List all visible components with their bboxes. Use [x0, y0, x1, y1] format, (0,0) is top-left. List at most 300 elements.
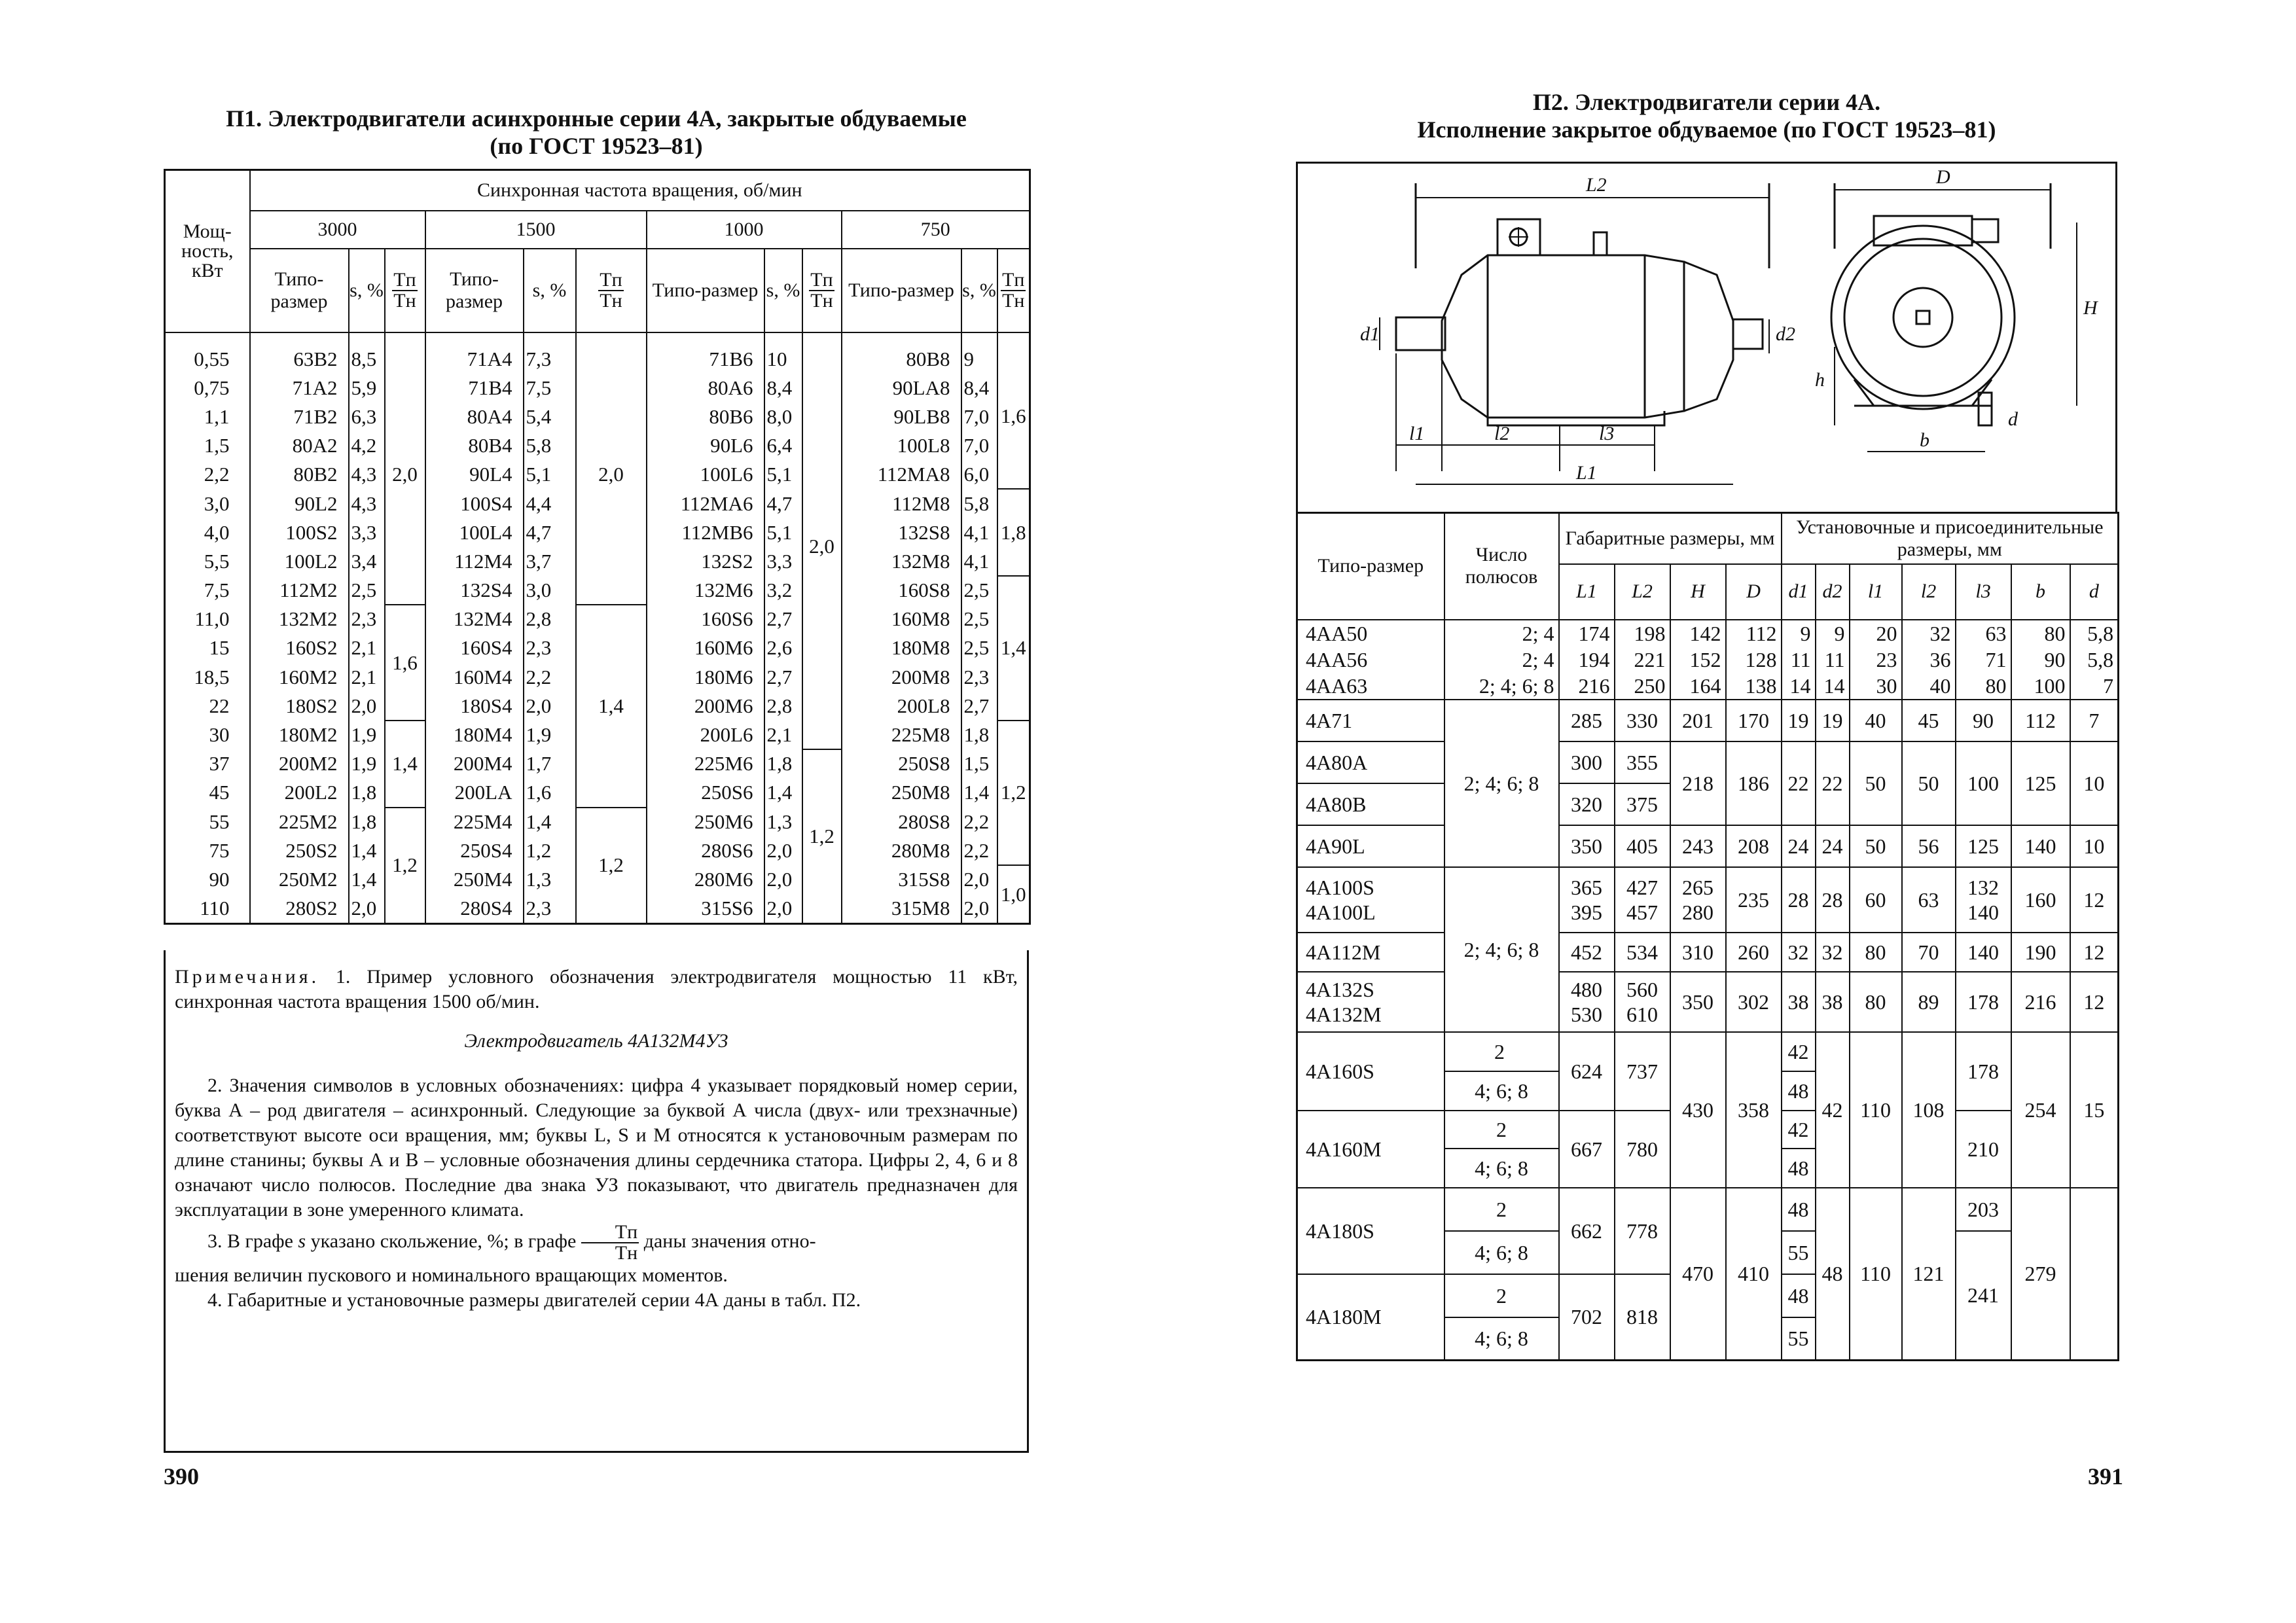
power-value: 2,2 — [165, 460, 250, 489]
value: 5,8 — [2087, 621, 2114, 645]
value: 201 — [1670, 700, 1726, 741]
value: 23 — [1876, 647, 1897, 671]
slip-value: 5,4 — [524, 402, 576, 431]
type-size: 200L6 — [647, 721, 764, 749]
value: 358 — [1726, 1032, 1782, 1188]
cell-l1 — [1850, 620, 1902, 700]
type-size: 200M6 — [647, 692, 764, 721]
cell-l3 — [1956, 867, 2011, 933]
type-size: 100L2 — [250, 547, 349, 576]
value: 22 — [1816, 741, 1850, 825]
type-size: 100S2 — [250, 518, 349, 547]
table-row — [1297, 972, 2119, 1032]
notes-label: Примечания. — [175, 966, 320, 988]
ratio-num: Tп — [1002, 268, 1025, 291]
table-p1-title — [164, 105, 1029, 160]
slip-value: 2,2 — [961, 836, 997, 865]
ratio-num: Tп — [581, 1222, 639, 1243]
value: 178 — [1956, 1032, 2011, 1111]
label-H: H — [2083, 297, 2098, 319]
value: 702 — [1559, 1274, 1615, 1361]
value: 530 — [1571, 1002, 1602, 1026]
power-value: 90 — [165, 865, 250, 894]
slip-value: 2,3 — [524, 633, 576, 662]
value: 48 — [1782, 1149, 1816, 1188]
value: 7 — [2070, 700, 2119, 741]
value: 241 — [1956, 1231, 2011, 1361]
value: 48 — [1782, 1274, 1816, 1317]
type-size: 132S4 — [425, 576, 524, 605]
value: 218 — [1670, 741, 1726, 825]
torque-ratio: 1,6 — [385, 605, 425, 721]
type-size: 180M4 — [425, 721, 524, 749]
value: 110 — [1850, 1032, 1902, 1188]
type-size: 280M6 — [647, 865, 764, 894]
slip-value: 5,1 — [524, 460, 576, 489]
slip-value: 10 — [764, 332, 802, 374]
header-col-D: D — [1726, 564, 1782, 620]
note-3-s: s — [298, 1230, 306, 1252]
power-value: 45 — [165, 778, 250, 807]
ratio-num: Tп — [600, 268, 622, 291]
slip-value: 4,3 — [349, 489, 385, 518]
value: 28 — [1816, 867, 1850, 933]
power-value: 7,5 — [165, 576, 250, 605]
value: 12 — [2070, 867, 2119, 933]
torque-ratio: 1,0 — [997, 865, 1030, 924]
torque-ratio: 1,6 — [997, 332, 1030, 490]
type-size: 250S2 — [250, 836, 349, 865]
value: 250 — [1634, 673, 1666, 698]
value: 457 — [1626, 900, 1658, 924]
poles: 2 — [1444, 1111, 1559, 1149]
type-size: 90L2 — [250, 489, 349, 518]
slip-value: 5,9 — [349, 374, 385, 402]
header-slip: s, % — [524, 249, 576, 332]
slip-value: 1,4 — [961, 778, 997, 807]
type-size: 80B8 — [842, 332, 961, 374]
value: 28 — [1782, 867, 1816, 933]
value: 221 — [1634, 647, 1666, 671]
type-size: 4А132S — [1306, 977, 1374, 1001]
value: 350 — [1559, 825, 1615, 867]
note-4: 4. Габаритные и установочные размеры двигателей серии 4А даны в табл. П2. — [207, 1289, 861, 1311]
type-size: 280M8 — [842, 836, 961, 865]
table-row — [1297, 825, 2119, 867]
type-size: 132M8 — [842, 547, 961, 576]
type-size: 250S4 — [425, 836, 524, 865]
power-value: 1,5 — [165, 431, 250, 460]
value: 260 — [1726, 933, 1782, 972]
type-size: 160M4 — [425, 663, 524, 692]
torque-ratio: 1,2 — [802, 749, 842, 924]
value: 19 — [1816, 700, 1850, 741]
value: 243 — [1670, 825, 1726, 867]
header-slip: s, % — [961, 249, 997, 332]
table-p1-body — [165, 332, 1030, 924]
slip-value: 8,4 — [961, 374, 997, 402]
cell-L2 — [1615, 620, 1670, 700]
value: 9 — [1800, 621, 1811, 645]
header-speed-1500: 1500 — [425, 211, 647, 249]
value: 32 — [1816, 933, 1850, 972]
value: 170 — [1726, 700, 1782, 741]
poles: 2; 4; 6; 8 — [1444, 700, 1559, 867]
slip-value: 2,3 — [524, 894, 576, 924]
type-size: 160S2 — [250, 633, 349, 662]
header-power: Мощ-ность, кВт — [165, 170, 250, 332]
value: 50 — [1850, 741, 1902, 825]
cell-d1 — [1782, 620, 1816, 700]
type-size: 63B2 — [250, 332, 349, 374]
value: 45 — [1902, 700, 1956, 741]
slip-value: 4,1 — [961, 547, 997, 576]
type-size: 100S4 — [425, 489, 524, 518]
slip-value: 4,1 — [961, 518, 997, 547]
type-size: 4А100S — [1306, 875, 1374, 899]
cell-types-4a100 — [1297, 867, 1444, 933]
type-size: 4А100L — [1306, 900, 1376, 924]
type-size: 71B6 — [647, 332, 764, 374]
cell-l3 — [1956, 620, 2011, 700]
type-size: 90LA8 — [842, 374, 961, 402]
ratio-num: Tп — [393, 268, 416, 291]
slip-value: 8,0 — [764, 402, 802, 431]
table-p2 — [1296, 512, 2119, 1361]
slip-value: 1,9 — [349, 749, 385, 778]
value: 320 — [1559, 783, 1615, 825]
slip-value: 2,1 — [349, 663, 385, 692]
table-p1-title-line2: (по ГОСТ 19523–81) — [490, 133, 703, 159]
type-size: 100L8 — [842, 431, 961, 460]
slip-value: 1,4 — [524, 808, 576, 836]
type-size: 80B2 — [250, 460, 349, 489]
slip-value: 3,2 — [764, 576, 802, 605]
value: 365 — [1571, 875, 1602, 899]
poles: 2 — [1444, 1188, 1559, 1231]
torque-ratio: 1,4 — [576, 605, 647, 807]
value: 80 — [1850, 933, 1902, 972]
value: 90 — [2044, 647, 2066, 671]
cell-L1 — [1559, 867, 1615, 933]
motor-drawing — [1296, 162, 2117, 512]
type-size: 4АА50 — [1306, 621, 1368, 645]
poles: 2; 4; 6; 8 — [1479, 673, 1554, 698]
header-col-d: d — [2070, 564, 2119, 620]
type-size: 4АА63 — [1306, 673, 1368, 698]
slip-value: 1,8 — [764, 749, 802, 778]
slip-value: 2,2 — [961, 808, 997, 836]
slip-value: 2,0 — [961, 894, 997, 924]
value: 140 — [1956, 933, 2011, 972]
value: 80 — [2044, 621, 2066, 645]
type-size: 132M4 — [425, 605, 524, 633]
poles: 4; 6; 8 — [1444, 1317, 1559, 1361]
poles: 2; 4; 6; 8 — [1444, 867, 1559, 1032]
type-size: 200M4 — [425, 749, 524, 778]
type-size: 132S2 — [647, 547, 764, 576]
value: 100 — [1956, 741, 2011, 825]
label-d2: d2 — [1776, 323, 1795, 345]
type-size: 250M8 — [842, 778, 961, 807]
type-size: 250M4 — [425, 865, 524, 894]
slip-value: 2,1 — [764, 721, 802, 749]
type-size: 80B4 — [425, 431, 524, 460]
slip-value: 3,7 — [524, 547, 576, 576]
type-size: 80A4 — [425, 402, 524, 431]
value: 216 — [2011, 972, 2070, 1032]
motor-side-view — [1380, 183, 1769, 484]
slip-value: 2,0 — [764, 836, 802, 865]
slip-value: 2,0 — [764, 865, 802, 894]
type-size: 225M6 — [647, 749, 764, 778]
label-L2: L2 — [1586, 174, 1607, 196]
value: 667 — [1559, 1111, 1615, 1188]
value: 32 — [1782, 933, 1816, 972]
value: 662 — [1559, 1188, 1615, 1274]
value: 14 — [1823, 673, 1845, 698]
type-size: 225M8 — [842, 721, 961, 749]
value: 80 — [1985, 673, 2007, 698]
value: 280 — [1682, 900, 1713, 924]
slip-value: 3,4 — [349, 547, 385, 576]
value: 818 — [1615, 1274, 1670, 1361]
slip-value: 2,0 — [349, 692, 385, 721]
slip-value: 2,0 — [764, 894, 802, 924]
type-size: 80A2 — [250, 431, 349, 460]
header-col-d1: d1 — [1782, 564, 1816, 620]
torque-ratio: 1,8 — [997, 489, 1030, 576]
type-size: 132S8 — [842, 518, 961, 547]
slip-value: 5,8 — [961, 489, 997, 518]
cell-H — [1670, 867, 1726, 933]
label-d: d — [2008, 408, 2018, 430]
cell-poles — [1444, 620, 1559, 700]
value: 63 — [1985, 621, 2007, 645]
value: 265 — [1682, 875, 1713, 899]
slip-value: 1,3 — [764, 808, 802, 836]
value: 110 — [1850, 1188, 1902, 1361]
value: 19 — [1782, 700, 1816, 741]
label-l2: l2 — [1494, 423, 1510, 444]
type-size: 90L6 — [647, 431, 764, 460]
value: 48 — [1782, 1188, 1816, 1231]
value: 70 — [1902, 933, 1956, 972]
slip-value: 1,4 — [349, 836, 385, 865]
type-size: 4А160М — [1297, 1111, 1444, 1188]
slip-value: 2,0 — [961, 865, 997, 894]
value — [2070, 1188, 2119, 1361]
slip-value: 7,3 — [524, 332, 576, 374]
slip-value: 2,1 — [349, 633, 385, 662]
cell-types-4aa — [1297, 620, 1444, 700]
header-col-b: b — [2011, 564, 2070, 620]
value: 63 — [1902, 867, 1956, 933]
page-number-right: 391 — [2088, 1463, 2123, 1489]
slip-value: 2,5 — [961, 605, 997, 633]
type-size: 180M6 — [647, 663, 764, 692]
type-size: 315M8 — [842, 894, 961, 924]
value: 174 — [1578, 621, 1610, 645]
power-value: 3,0 — [165, 489, 250, 518]
type-size: 180M2 — [250, 721, 349, 749]
page-number-left: 390 — [164, 1463, 199, 1489]
type-size: 90L4 — [425, 460, 524, 489]
value: 14 — [1789, 673, 1811, 698]
torque-ratio: 2,0 — [385, 332, 425, 605]
torque-ratio: 1,4 — [997, 576, 1030, 721]
slip-value: 8,5 — [349, 332, 385, 374]
value: 7 — [2103, 673, 2114, 698]
power-value: 5,5 — [165, 547, 250, 576]
value: 470 — [1670, 1188, 1726, 1361]
slip-value: 1,9 — [524, 721, 576, 749]
label-d1: d1 — [1360, 323, 1380, 345]
type-size: 112M8 — [842, 489, 961, 518]
poles: 4; 6; 8 — [1444, 1149, 1559, 1188]
slip-value: 2,5 — [349, 576, 385, 605]
motor-front-view — [1831, 183, 2077, 452]
slip-value: 2,5 — [961, 576, 997, 605]
type-size: 200M2 — [250, 749, 349, 778]
type-size: 180S2 — [250, 692, 349, 721]
type-size: 200L2 — [250, 778, 349, 807]
poles: 2 — [1444, 1274, 1559, 1317]
value: 780 — [1615, 1111, 1670, 1188]
slip-value: 6,4 — [764, 431, 802, 460]
slip-value: 1,8 — [349, 808, 385, 836]
type-size: 71A4 — [425, 332, 524, 374]
value: 5,8 — [2087, 647, 2114, 671]
value: 138 — [1745, 673, 1777, 698]
value: 210 — [1956, 1111, 2011, 1188]
value: 32 — [1929, 621, 1951, 645]
label-h: h — [1815, 369, 1825, 391]
motor-drawing-svg — [1298, 164, 2116, 512]
value: 125 — [1956, 825, 2011, 867]
value: 132 — [1967, 875, 2000, 899]
table-row — [165, 808, 1030, 836]
value: 128 — [1745, 647, 1777, 671]
value: 100 — [2034, 673, 2066, 698]
torque-ratio: 1,4 — [385, 721, 425, 808]
value: 55 — [1782, 1231, 1816, 1274]
value: 20 — [1876, 621, 1897, 645]
value: 12 — [2070, 933, 2119, 972]
table-p1 — [164, 169, 1031, 925]
slip-value: 2,0 — [349, 894, 385, 924]
header-col-L2: L2 — [1615, 564, 1670, 620]
slip-value: 1,8 — [961, 721, 997, 749]
value: 89 — [1902, 972, 1956, 1032]
type-size: 112MA6 — [647, 489, 764, 518]
power-value: 1,1 — [165, 402, 250, 431]
note-3-c: даны значения отно- — [643, 1230, 816, 1252]
type-size: 280S2 — [250, 894, 349, 924]
value: 50 — [1850, 825, 1902, 867]
slip-value: 3,3 — [764, 547, 802, 576]
table-p2-title-line1: П2. Электродвигатели серии 4А. — [1532, 89, 1881, 115]
type-size: 180M8 — [842, 633, 961, 662]
header-col-l1: l1 — [1850, 564, 1902, 620]
torque-ratio: 1,2 — [385, 808, 425, 924]
slip-value: 2,7 — [764, 663, 802, 692]
value: 42 — [1782, 1032, 1816, 1071]
table-p1-title-line1: П1. Электродвигатели асинхронные серии 4А, закрытые обдуваемые — [226, 105, 967, 132]
value: 24 — [1782, 825, 1816, 867]
value: 164 — [1689, 673, 1721, 698]
slip-value: 4,3 — [349, 460, 385, 489]
value: 152 — [1689, 647, 1721, 671]
value: 50 — [1902, 741, 1956, 825]
header-ratio — [385, 249, 425, 332]
header-speed-3000: 3000 — [250, 211, 425, 249]
value: 10 — [2070, 825, 2119, 867]
value: 235 — [1726, 867, 1782, 933]
note-example: Электродвигатель 4А132М4У3 — [464, 1030, 728, 1052]
table-p2-body — [1297, 620, 2119, 1361]
slip-value: 4,2 — [349, 431, 385, 460]
type-size: 200LA — [425, 778, 524, 807]
power-value: 55 — [165, 808, 250, 836]
poles: 2; 4 — [1522, 647, 1554, 671]
power-value: 0,75 — [165, 374, 250, 402]
power-value: 22 — [165, 692, 250, 721]
slip-value: 2,3 — [349, 605, 385, 633]
value: 186 — [1726, 741, 1782, 825]
ratio-den: Tн — [810, 289, 833, 312]
value: 108 — [1902, 1032, 1956, 1188]
header-type-size: Типо-размер — [842, 249, 961, 332]
header-type-size: Типо-размер — [1297, 513, 1444, 620]
value: 80 — [1850, 972, 1902, 1032]
cell-L2 — [1615, 867, 1670, 933]
slip-value: 1,2 — [524, 836, 576, 865]
type-size: 4А71 — [1297, 700, 1444, 741]
value: 452 — [1559, 933, 1615, 972]
type-size: 132M2 — [250, 605, 349, 633]
value: 430 — [1670, 1032, 1726, 1188]
slip-value: 4,4 — [524, 489, 576, 518]
value: 310 — [1670, 933, 1726, 972]
slip-value: 2,7 — [961, 692, 997, 721]
type-size: 4А132М — [1306, 1002, 1382, 1026]
value: 56 — [1902, 825, 1956, 867]
cell-L1 — [1559, 972, 1615, 1032]
header-type-size: Типо-размер — [250, 249, 349, 332]
table-p2-title-line2: Исполнение закрытое обдуваемое (по ГОСТ 19523–81) — [1417, 116, 1996, 143]
value: 55 — [1782, 1317, 1816, 1361]
type-size: 225M2 — [250, 808, 349, 836]
value: 90 — [1956, 700, 2011, 741]
value: 178 — [1956, 972, 2011, 1032]
type-size: 200M8 — [842, 663, 961, 692]
header-ratio — [997, 249, 1030, 332]
poles: 2 — [1444, 1032, 1559, 1071]
table-row — [1297, 741, 2119, 783]
type-size: 112M2 — [250, 576, 349, 605]
cell-L1 — [1559, 620, 1615, 700]
power-value: 18,5 — [165, 663, 250, 692]
cell-D — [1726, 620, 1782, 700]
slip-value: 2,6 — [764, 633, 802, 662]
type-size: 250S8 — [842, 749, 961, 778]
slip-value: 3,0 — [524, 576, 576, 605]
type-size: 160M8 — [842, 605, 961, 633]
type-size: 280S6 — [647, 836, 764, 865]
header-type-size: Типо-размер — [647, 249, 764, 332]
type-size: 71B2 — [250, 402, 349, 431]
